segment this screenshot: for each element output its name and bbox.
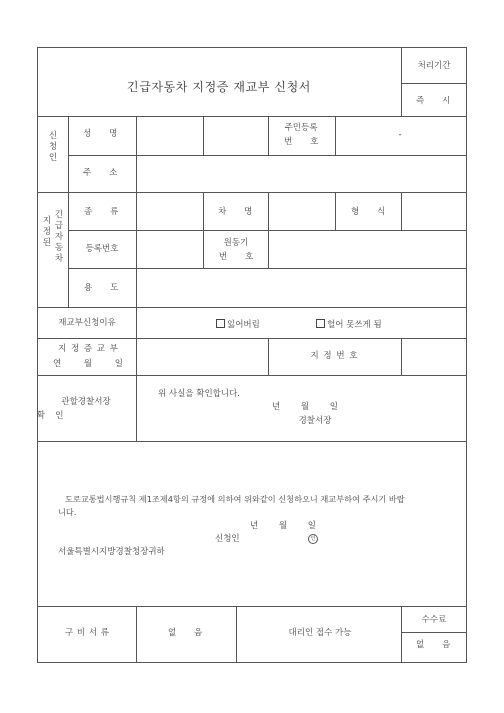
- applicant-section-label: 신청인: [48, 131, 58, 163]
- vehicle-row-line-2: [68, 268, 466, 269]
- worn-option-label: 헐어 못쓰게 됨: [327, 320, 382, 330]
- vehicle-col-divider-2: [268, 192, 269, 269]
- fee-value: 없 음: [415, 640, 459, 650]
- section-label-divider-b: [68, 192, 69, 307]
- rrn-label-line2: 번 호: [283, 137, 327, 147]
- footer-divider-1: [136, 606, 137, 662]
- required-documents-label: 구 비 서 류: [65, 628, 109, 638]
- issue-mid-divider-1: [268, 338, 269, 375]
- application-body-line2: 니다.: [58, 507, 77, 517]
- reg-number-label: 등록번호: [85, 244, 119, 254]
- police-label-divider: [136, 375, 137, 441]
- rrn-label-line1: 주민등록: [284, 123, 318, 133]
- processing-period-value: 즉 시: [415, 96, 459, 106]
- police-row-line: [37, 441, 466, 442]
- seal-mark: [308, 534, 318, 544]
- name-col-divider: [203, 116, 204, 155]
- required-documents-value: 없 음: [167, 628, 211, 638]
- processing-period-label: 처리기간: [417, 61, 451, 71]
- police-confirm-label-line2: 확 인: [36, 411, 68, 421]
- reason-worn-option[interactable]: [316, 319, 382, 330]
- reason-label-divider: [136, 307, 137, 338]
- seal-icon: 인: [308, 534, 318, 544]
- fee-divider: [401, 632, 466, 633]
- applicant-row-line: [68, 155, 466, 156]
- fee-label: 수수료: [421, 615, 447, 625]
- use-label: 용 도: [83, 283, 127, 293]
- issue-mid-divider-2: [401, 338, 402, 375]
- vehicle-section-label-col2: 긴급자동차: [54, 210, 64, 264]
- designation-number-label: 지 정 번 호: [310, 351, 358, 361]
- engine-label-line1: 원동기: [223, 238, 249, 248]
- processing-divider: [401, 83, 466, 84]
- reason-lost-option[interactable]: [216, 319, 260, 330]
- vehicle-col-divider-3: [335, 192, 336, 231]
- police-confirm-label-line1: 관할경찰서장: [61, 397, 111, 407]
- footer-divider-3: [401, 606, 402, 662]
- police-confirm-date: 년 월 일: [271, 402, 339, 412]
- application-body-line1: 도로교통법시행규칙 제1조제4항의 규정에 의하여 위와같이 신청하오니 재교부하여 주시기 바랍: [65, 494, 405, 504]
- vehicle-section-line: [37, 307, 466, 308]
- vehicle-row-line-1: [68, 230, 466, 231]
- engine-label-line2: 번 호: [218, 252, 262, 262]
- police-chief-signature-label: 경찰서장: [298, 416, 332, 426]
- reissue-reason-label: 재교부신청이유: [58, 318, 116, 328]
- police-confirm-statement: 위 사실을 확인합니다.: [158, 389, 241, 399]
- header-divider: [401, 47, 402, 116]
- name-label: 성 명: [82, 129, 126, 139]
- issue-date-label-line2: 연 월 일: [52, 359, 124, 369]
- proxy-submission-note: 대리인 접수 가능: [288, 628, 352, 638]
- form-right-border: [466, 47, 467, 663]
- vehicle-type-label: 종 류: [83, 207, 127, 217]
- rrn-separator: -: [398, 130, 402, 140]
- model-label: 형 식: [350, 207, 394, 217]
- footer-divider-2: [236, 606, 237, 662]
- vehicle-section-label-col1: 지정된: [42, 216, 52, 248]
- rrn-label-right-divider: [335, 116, 336, 155]
- lost-checkbox[interactable]: [216, 319, 225, 328]
- vehicle-col-divider-4: [401, 192, 402, 231]
- vehicle-col-divider-1: [203, 192, 204, 269]
- lost-option-label: 잃어버림: [227, 320, 260, 330]
- worn-checkbox[interactable]: [316, 319, 325, 328]
- issue-date-label-line1: 지 정 증 교 부: [58, 344, 118, 354]
- form-bottom-border: [37, 662, 466, 663]
- car-name-label: 차 명: [217, 207, 261, 217]
- issue-row-line: [37, 375, 466, 376]
- addressee: 서울특별시지방경찰청장귀하: [58, 547, 165, 557]
- header-bottom-line: [37, 116, 466, 117]
- form-title: 긴급자동차 지정증 재교부 신청서: [127, 80, 311, 94]
- applicant-signature-label: 신청인: [215, 534, 240, 544]
- address-label: 주 소: [82, 168, 126, 178]
- application-date: 년 월 일: [249, 521, 317, 531]
- issue-label-divider: [136, 338, 137, 375]
- rrn-label-left-divider: [268, 116, 269, 155]
- label-col-divider: [136, 116, 137, 307]
- form-left-border: [37, 47, 38, 663]
